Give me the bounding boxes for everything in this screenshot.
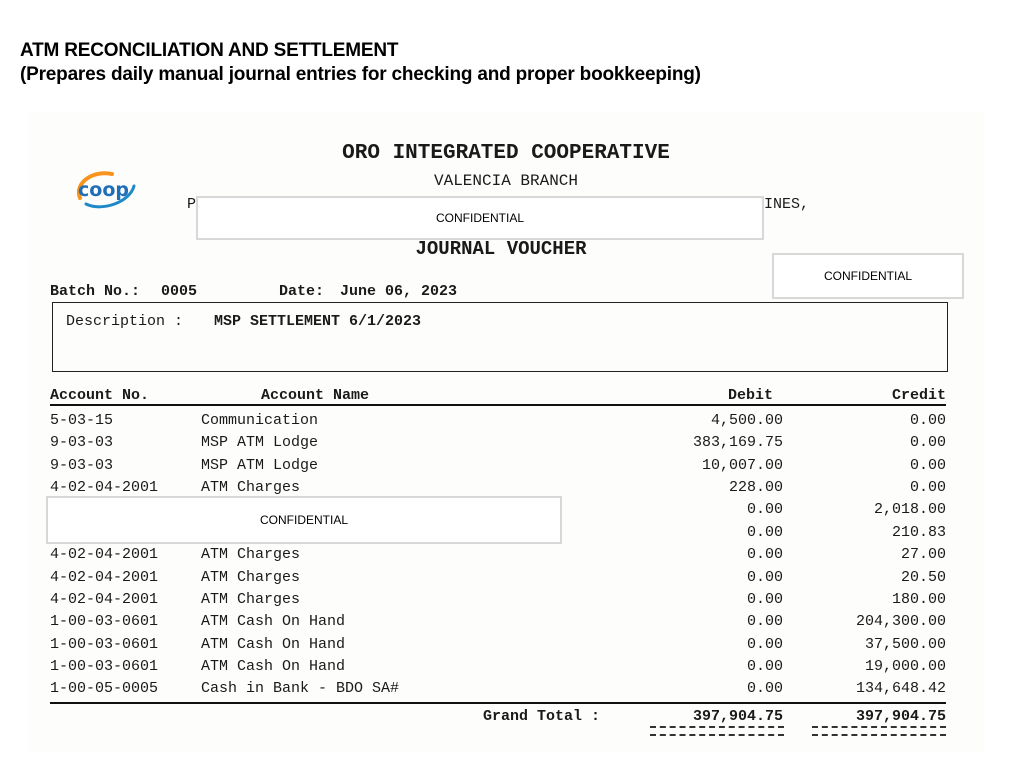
- header-rule: [50, 404, 946, 406]
- column-header-credit: Credit: [891, 387, 946, 404]
- table-row: [28, 569, 984, 591]
- table-row: [28, 636, 984, 658]
- account-no-cell: 9-03-03: [50, 457, 114, 474]
- credit-cell: 210.83: [891, 524, 946, 541]
- account-no-cell: 1-00-03-0601: [50, 636, 159, 653]
- confidential-label: CONFIDENTIAL: [823, 269, 912, 283]
- table-row: [28, 457, 984, 479]
- svg-text:coop: coop: [78, 179, 129, 201]
- column-header-debit: Debit: [727, 387, 773, 404]
- description-label: Description :: [66, 313, 184, 330]
- debit-cell: 0.00: [746, 658, 783, 675]
- account-no-cell: 1-00-03-0601: [50, 613, 159, 630]
- credit-cell: 19,000.00: [864, 658, 946, 675]
- double-underline-debit: [650, 726, 784, 736]
- credit-cell: 0.00: [909, 412, 946, 429]
- account-name-cell: ATM Cash On Hand: [201, 613, 346, 630]
- address-fragment-left: P: [187, 196, 197, 213]
- document-title: JOURNAL VOUCHER: [415, 238, 587, 260]
- debit-cell: 0.00: [746, 680, 783, 697]
- table-row: [28, 658, 984, 680]
- debit-cell: 228.00: [728, 479, 783, 496]
- page-title: ATM RECONCILIATION AND SETTLEMENT: [20, 40, 399, 61]
- account-name-cell: ATM Charges: [201, 546, 301, 563]
- address-fragment-right: INES,: [764, 196, 810, 213]
- credit-cell: 180.00: [891, 591, 946, 608]
- confidential-mask-header: [772, 253, 964, 299]
- table-row: [28, 591, 984, 613]
- account-name-cell: MSP ATM Lodge: [201, 457, 319, 474]
- account-name-cell: MSP ATM Lodge: [201, 434, 319, 451]
- confidential-mask-address: [196, 196, 764, 240]
- debit-cell: 0.00: [746, 524, 783, 541]
- credit-cell: 0.00: [909, 457, 946, 474]
- debit-cell: 0.00: [746, 501, 783, 518]
- debit-cell: 0.00: [746, 569, 783, 586]
- account-no-cell: 4-02-04-2001: [50, 546, 159, 563]
- credit-cell: 0.00: [909, 434, 946, 451]
- account-name-cell: Cash in Bank - BDO SA#: [201, 680, 400, 697]
- double-underline-credit: [812, 726, 946, 736]
- debit-cell: 10,007.00: [701, 457, 783, 474]
- credit-cell: 2,018.00: [873, 501, 946, 518]
- debit-cell: 0.00: [746, 546, 783, 563]
- credit-cell: 0.00: [909, 479, 946, 496]
- debit-cell: 0.00: [746, 636, 783, 653]
- date-label: Date:: [279, 283, 325, 300]
- account-name-cell: ATM Cash On Hand: [201, 658, 346, 675]
- debit-cell: 0.00: [746, 613, 783, 630]
- account-no-cell: 1-00-03-0601: [50, 658, 159, 675]
- grand-total-debit: 397,904.75: [692, 708, 783, 725]
- confidential-mask-accounts: [46, 496, 562, 544]
- account-no-cell: 4-02-04-2001: [50, 591, 159, 608]
- credit-cell: 27.00: [900, 546, 946, 563]
- description-value: MSP SETTLEMENT 6/1/2023: [214, 313, 422, 330]
- grand-total-label: Grand Total :: [483, 708, 601, 725]
- account-no-cell: 1-00-05-0005: [50, 680, 159, 697]
- account-name-cell: ATM Charges: [201, 591, 301, 608]
- account-no-cell: 9-03-03: [50, 434, 114, 451]
- total-rule: [50, 702, 946, 704]
- table-row: [28, 680, 984, 702]
- account-name-cell: Communication: [201, 412, 319, 429]
- journal-voucher-document: [28, 112, 984, 752]
- column-header-account-name: Account Name: [261, 387, 370, 404]
- table-row: [28, 546, 984, 568]
- batch-label: Batch No.:: [50, 283, 141, 300]
- account-no-cell: 5-03-15: [50, 412, 114, 429]
- column-header-account-no: Account No.: [50, 387, 150, 404]
- organization-name: ORO INTEGRATED COOPERATIVE: [342, 142, 670, 165]
- table-row: [28, 434, 984, 456]
- credit-cell: 20.50: [900, 569, 946, 586]
- confidential-label: CONFIDENTIAL: [435, 211, 524, 225]
- credit-cell: 134,648.42: [855, 680, 946, 697]
- account-name-cell: ATM Charges: [201, 479, 301, 496]
- batch-number: 0005: [161, 283, 198, 300]
- debit-cell: 383,169.75: [692, 434, 783, 451]
- table-row: [28, 412, 984, 434]
- credit-cell: 204,300.00: [855, 613, 946, 630]
- account-no-cell: 4-02-04-2001: [50, 479, 159, 496]
- account-name-cell: ATM Charges: [201, 569, 301, 586]
- debit-cell: 4,500.00: [710, 412, 783, 429]
- account-name-cell: ATM Cash On Hand: [201, 636, 346, 653]
- branch-name: VALENCIA BRANCH: [433, 172, 579, 190]
- credit-cell: 37,500.00: [864, 636, 946, 653]
- voucher-date: June 06, 2023: [340, 283, 458, 300]
- table-row: [28, 613, 984, 635]
- page-subtitle: (Prepares daily manual journal entries for checking and proper bookkeeping): [20, 64, 701, 85]
- account-no-cell: 4-02-04-2001: [50, 569, 159, 586]
- debit-cell: 0.00: [746, 591, 783, 608]
- confidential-label: CONFIDENTIAL: [259, 513, 348, 527]
- description-box: [52, 302, 948, 372]
- grand-total-credit: 397,904.75: [855, 708, 946, 725]
